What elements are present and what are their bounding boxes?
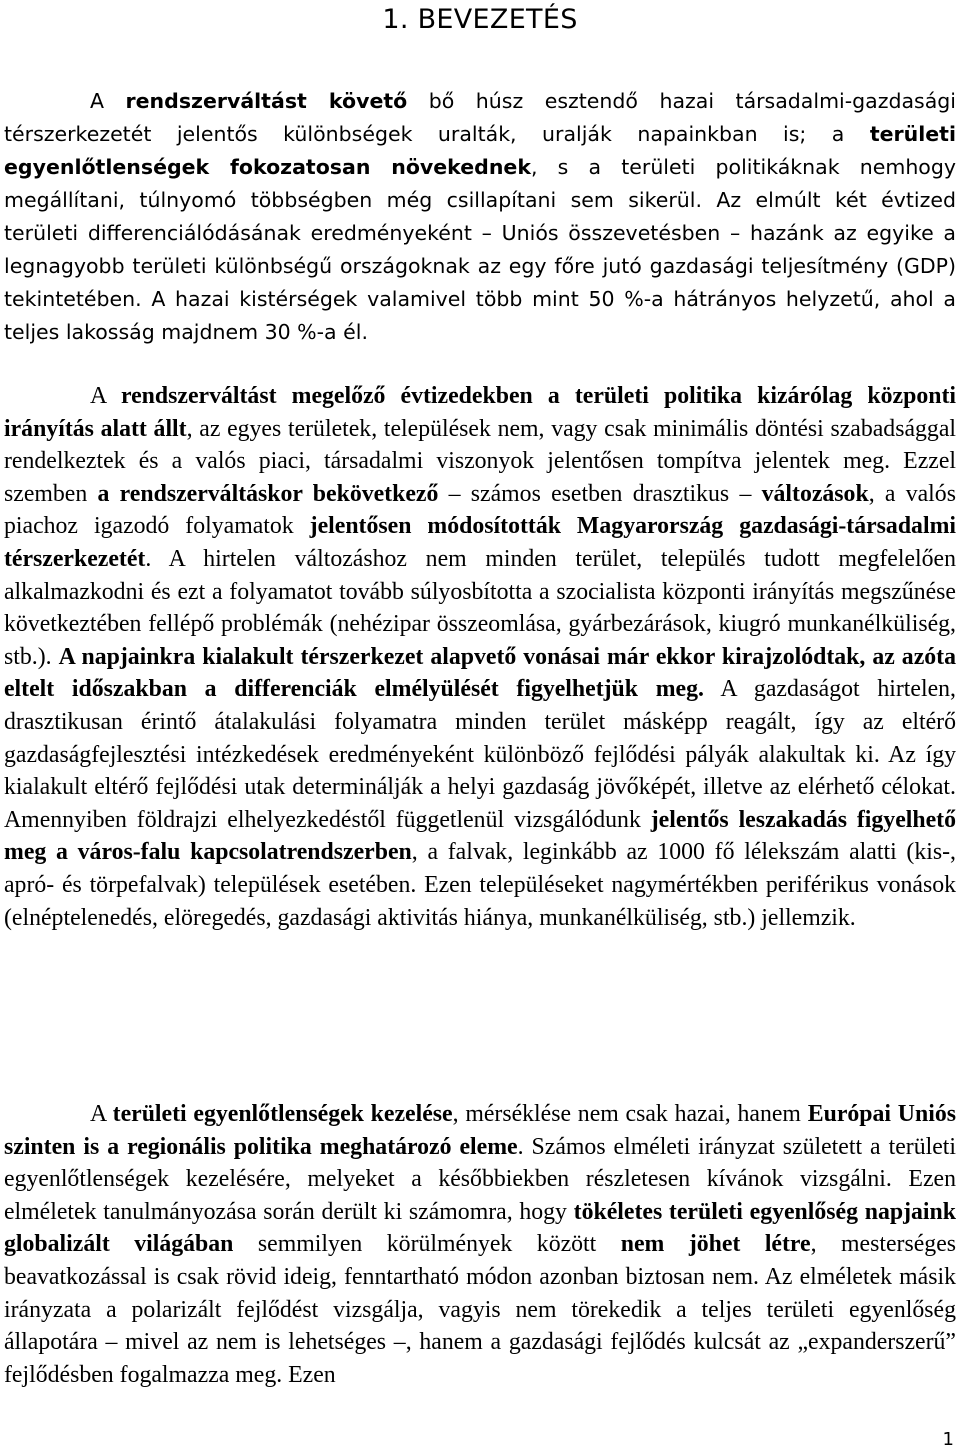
bold-text-run: rendszerváltást megelőző évtizedekben a területi politika kizárólag központi irányítás alatt állt	[4, 383, 956, 442]
text-run: , mesterséges beavatkozással is csak rövid ideig, fenntartható módon azonban biztosan nem. Az elméletek másik irányzata a polarizált fejlődést vizsgálja, vagyis nem törekedik a teljes területi egyenlőség állapotára – mivel az nem is lehetséges –, hanem a gazdasági fejlődés kulcsát az „expanderszerű” fejlődésben fogalmazza meg. Ezen	[4, 1231, 957, 1388]
text-run: , mérséklése nem csak hazai, hanem	[452, 1101, 808, 1127]
text-run: . A hirtelen változáshoz nem minden terület, település tudott megfelelően alkalmazkodni és ezt a folyamatot tovább súlyosbította a szocialista központi irányítás megszűnése következtében fellépő problémák (nehézipar összeomlása, gyárbezárások, kiugró munkanélküliség, stb.).	[4, 545, 956, 670]
page-number: 1	[942, 1429, 954, 1450]
text-run: A	[90, 383, 121, 409]
bold-text-run: Európai Uniós szinten is a regionális politika meghatározó eleme	[4, 1101, 956, 1160]
text-run: A	[90, 1101, 113, 1127]
bold-text-run: nem jöhet létre	[620, 1231, 811, 1258]
bold-text-run: tökéletes területi egyenlőség napjaink globalizált világában	[4, 1198, 957, 1258]
bold-text-run: rendszerváltást követő	[125, 89, 408, 113]
text-run: , a falvak, leginkább az 1000 fő lélekszám alatti (kis-, apró- és törpefalvak) települések esetében. Ezen településeket nagymértékben periférikus vonások (elnéptelenedés, elöregedés, gazdasági aktivitás hiánya, munkanélküliség, stb.) jellemzik.	[4, 839, 956, 931]
bold-text-run: jelentősen módosították Magyarország gazdasági-társadalmi térszerkezetét	[4, 513, 956, 572]
text-run: . Számos elméleti irányzat született a területi egyenlőtlenségek kezelésére, melyeket a későbbiekben részletesen kívánok vizsgálni. Ezen elméletek tanulmányozása során derült ki számomra, hogy	[4, 1133, 956, 1225]
paragraph-intro	[4, 85, 956, 349]
paragraph-history	[4, 380, 956, 934]
text-run: semmilyen körülmények között	[233, 1231, 621, 1258]
bold-text-run: területi egyenlőtlenségek kezelése	[112, 1101, 453, 1127]
text-run: – számos esetben drasztikus –	[438, 480, 762, 507]
text-run: , a valós piachoz igazodó folyamatok	[4, 480, 956, 540]
bold-text-run: területi egyenlőtlenségek fokozatosan növekednek	[4, 122, 956, 179]
bold-text-run: a rendszerváltáskor bekövetkező	[97, 480, 439, 507]
bold-text-run: változások	[761, 480, 869, 507]
bold-text-run: A napjainkra kialakult térszerkezet alapvető vonásai már ekkor kirajzolódtak, az azóta eltelt időszakban a differenciák elmélyülését figyelhetjük meg.	[4, 643, 956, 703]
section-title: 1. BEVEZETÉS	[382, 4, 578, 35]
text-run: , s a területi politikáknak nemhogy megállítani, túlnyomó többségben még csillapítani sem sikerül. Az elmúlt két évtized területi differenciálódásának eredményeként – Uniós összevetésben – hazánk az egyike a legnagyobb területi különbségű országoknak az egy főre jutó gazdasági teljesítmény (GDP) tekintetében. A hazai kistérségek valamivel több mint 50 %-a hátrányos helyzetű, ahol a teljes lakosság majdnem 30 %-a él.	[4, 155, 956, 344]
text-run: A	[90, 89, 126, 113]
bold-text-run: jelentős leszakadás figyelhető meg a város-falu kapcsolatrendszerben	[4, 806, 956, 866]
text-run: , az egyes területek, települések nem, vagy csak minimális döntési szabadsággal rendelkeztek és a valós piaci, társadalmi viszonyok jelentősen tompítva jelentek meg. Ezzel szemben	[4, 415, 956, 507]
text-run: bő húsz esztendő hazai társadalmi-gazdasági térszerkezetét jelentős különbségek uralták, uralják napainkban is; a	[4, 89, 956, 146]
paragraph-policy	[4, 1098, 956, 1391]
text-run: A gazdaságot hirtelen, drasztikusan érintő átalakulási folyamatra minden terület másképp reagált, így az eltérő gazdaságfejlesztési intézkedések eredményeként különböző fejlődési pályák alakultak ki. Az így kialakult eltérő fejlődési utak determinálják a helyi gazdaság jövőképét, illetve az elérhető célokat. Amennyiben földrajzi elhelyezkedéstől függetlenül vizsgálódunk	[4, 676, 956, 833]
